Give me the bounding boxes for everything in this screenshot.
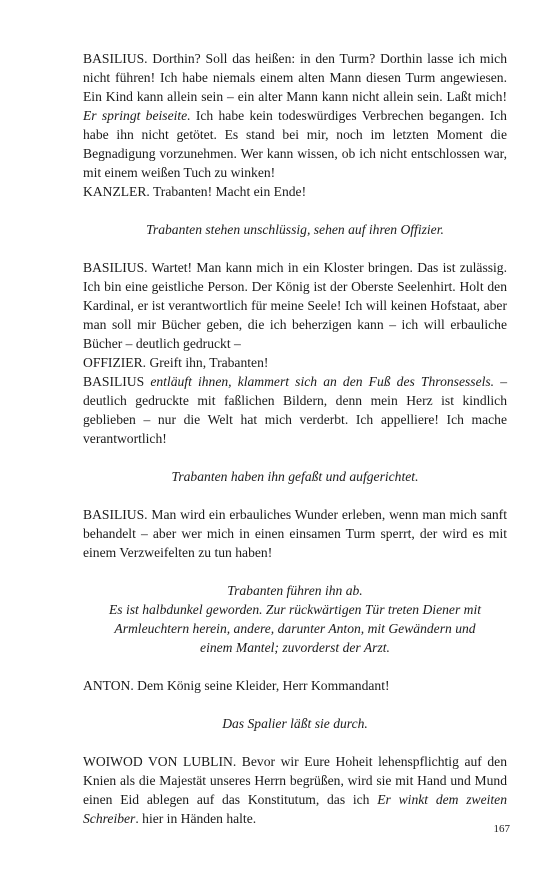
speech-basilius-3 bbox=[83, 372, 507, 448]
stage-direction-2: Trabanten haben ihn gefaßt und aufgerichtet. bbox=[171, 469, 419, 484]
speech-basilius-2: BASILIUS. Wartet! Man kann mich in ein Kloster bringen. Das ist zulässig. Ich bin eine geistliche Person. Der König ist der Oberste Seelenhirt. Holt den Kardinal, er ist verantwortlich für meine Seele! Ich will keinen Hofstaat, aber man soll mir Bücher geben, die ich beherzigen kann – ich will erbauliche Bücher – deutlich gedruckt – bbox=[83, 260, 507, 351]
spacer bbox=[83, 733, 507, 752]
stage-line: Trabanten führen ihn ab. bbox=[227, 583, 363, 598]
speech-basilius-4: BASILIUS. Man wird ein erbauliches Wunder erleben, wenn man mich sanft behandelt – aber wer mich in einen einsamen Turm sperrt, der wird es mit einem Verzweifelten zu tun haben! bbox=[83, 507, 507, 560]
spacer bbox=[83, 448, 507, 467]
speech-woiwod bbox=[83, 752, 507, 828]
speech-basilius-1 bbox=[83, 49, 507, 182]
spacer bbox=[83, 695, 507, 714]
stage-direction-inline: entläuft ihnen, klammert sich an den Fuß des Thronsessels. bbox=[150, 374, 495, 389]
stage-direction-inline: Er winkt dem zweiten Schreiber bbox=[83, 792, 507, 826]
stage-line: Armleuchtern herein, andere, darunter Anton, mit Gewändern und bbox=[114, 621, 476, 636]
stage-line: einem Mantel; zuvorderst der Arzt. bbox=[200, 640, 390, 655]
stage-direction-inline: Er springt beiseite. bbox=[83, 108, 191, 123]
speech-kanzler: KANZLER. Trabanten! Macht ein Ende! bbox=[83, 184, 307, 199]
speech-text: BASILIUS. Dorthin? Soll das heißen: in den Turm? Dorthin lasse ich mich nicht führen! Ich habe niemals einem alten Mann diesen Turm angewiesen. Ein Kind kann allein sein – ein alter Mann kann nicht allein sein. Laßt mich! bbox=[83, 51, 507, 104]
speech-anton: ANTON. Dem König seine Kleider, Herr Kommandant! bbox=[83, 678, 390, 693]
spacer bbox=[83, 657, 507, 676]
speech-text: . hier in Händen halte. bbox=[135, 811, 257, 826]
page-number: 167 bbox=[493, 823, 510, 835]
stage-direction-4: Das Spalier läßt sie durch. bbox=[222, 716, 368, 731]
spacer bbox=[83, 486, 507, 505]
stage-direction-3 bbox=[83, 581, 507, 657]
spacer bbox=[83, 201, 507, 220]
stage-direction-1: Trabanten stehen unschlüssig, sehen auf ihren Offizier. bbox=[146, 222, 444, 237]
stage-line: Es ist halbdunkel geworden. Zur rückwärtigen Tür treten Diener mit bbox=[108, 602, 482, 617]
spacer bbox=[83, 562, 507, 581]
speech-offizier: OFFIZIER. Greift ihn, Trabanten! bbox=[83, 355, 269, 370]
book-page-text bbox=[83, 49, 507, 828]
speech-text: WOIWOD VON LUBLIN. Bevor wir Eure Hoheit lehenspflichtig auf den Knien als die Majestät unseres Herrn begrüßen, wird sie mit Hand und Mund einen Eid ablegen auf das Konstitutum, das ich bbox=[83, 754, 507, 807]
speech-text: Ich habe kein todeswürdiges Verbrechen begangen. Ich habe ihn nicht getötet. Es stand bei mir, noch im letzten Moment die Begnadigung vorzunehmen. Wer kann wissen, ob ich nicht entschlossen war, mit einem weißen Tuch zu winken! bbox=[83, 108, 507, 180]
speech-text: – deutlich gedruckte mit faßlichen Bildern, denn mein Herz ist kindlich geblieben – nur die Welt hat mich verderbt. Ich appelliere! Ich mache verantwortlich! bbox=[83, 374, 508, 446]
spacer bbox=[83, 239, 507, 258]
speaker-name: BASILIUS bbox=[83, 374, 151, 389]
